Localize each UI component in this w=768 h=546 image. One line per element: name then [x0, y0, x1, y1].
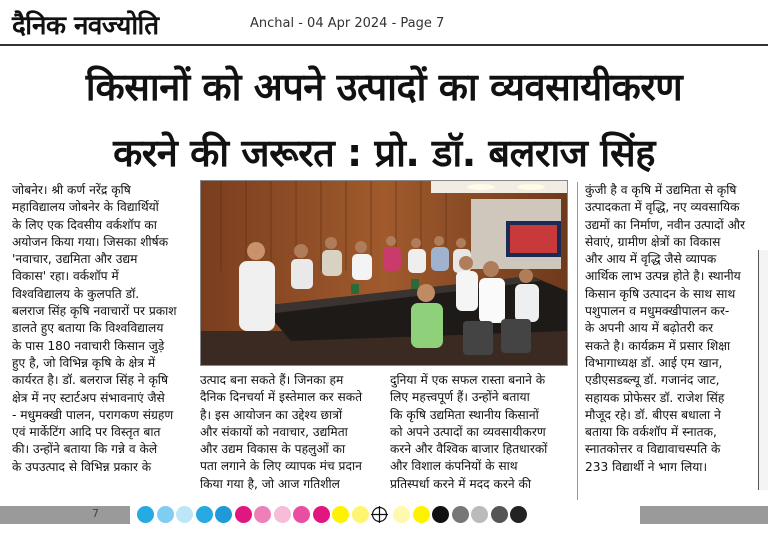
color-dot [332, 506, 349, 523]
col1-line: विश्वविद्यालय के कुलपति डॉ. [12, 286, 140, 301]
col4-line: सेवाएं, ग्रामीण क्षेत्रों का विकास [585, 234, 721, 249]
color-dot [352, 506, 369, 523]
col1-line: के उपउत्पाद से विभिन्न प्रकार के [12, 459, 152, 474]
col2-line: दैनिक दिनचर्या में इस्तेमाल कर सकते [200, 390, 363, 405]
col1-line: हुए है, जो विभिन्न कृषि के क्षेत्र में [12, 355, 156, 370]
color-dot [137, 506, 154, 523]
color-dot [196, 506, 213, 523]
col3-line: कि कृषि उद्यमिता स्थानीय किसानों [390, 407, 539, 422]
article-column-1 [12, 182, 190, 476]
col4-line: स्नातकोत्तर व विद्यावाचस्पति के [585, 442, 721, 457]
col4-line: कुंजी है व कृषि में उद्यमिता से कृषि [585, 183, 737, 197]
registration-mark-icon [371, 506, 388, 523]
masthead-divider [0, 44, 768, 46]
headline-line-1: किसानों को अपने उत्पादों का व्यवसायीकरण [85, 65, 683, 109]
col4-line: सकते है। कार्यक्रम में प्रसार शिक्षा [585, 338, 731, 353]
col3-line: को अपने उत्पादों का व्यवसायीकरण [390, 424, 546, 439]
col1-line: के लिए एक दिवसीय वर्कशॉप का [12, 217, 157, 232]
color-dot [235, 506, 252, 523]
col1-line: जोबनेर। श्री कर्ण नरेंद्र कृषि [12, 183, 131, 197]
col2-line: उत्पाद बना सकते हैं। जिनका हम [200, 373, 344, 387]
color-dot [413, 506, 430, 523]
col4-line: 233 विद्यार्थी ने भाग लिया। [585, 459, 708, 474]
page-number: 7 [92, 507, 99, 520]
headline-line-2: करने की जरूरत : प्रो. डॉ. बलराज सिंह [113, 131, 655, 175]
grey-strip-right [640, 506, 768, 524]
col4-line: मौजूद रहे। डॉ. बीएस बधाला ने [585, 407, 721, 422]
color-dot [510, 506, 527, 523]
col4-line: बताया कि वर्कशॉप में स्नातक, [585, 425, 717, 440]
col4-line: किसान कृषि उत्पादन के साथ साथ [585, 286, 736, 301]
col4-line: एडीएसडब्ल्यू डॉ. गजानंद जाट, [585, 373, 720, 388]
adjacent-article-edge [758, 250, 768, 490]
col1-line: क्षेत्र में नए स्टार्टअप संभावनाएं जैसे [12, 390, 165, 405]
color-dot [452, 506, 469, 523]
color-dot [254, 506, 271, 523]
workshop-photo [200, 180, 568, 366]
col2-line: पता लगाने के लिए व्यापक मंच प्रदान [200, 459, 362, 474]
col1-line: अयोजन किया गया। जिसका शीर्षक [12, 234, 169, 249]
grey-strip-left [0, 506, 130, 524]
col2-line: किया गया है, जो आज गतिशील [200, 476, 340, 491]
color-dot [157, 506, 174, 523]
col1-line: विकास' रहा। वर्कशॉप में [12, 269, 119, 284]
col3-line: प्रतिस्पर्धा करने में मदद करने की [390, 476, 531, 491]
color-dot [274, 506, 291, 523]
col1-line: कार्यरत है। डॉ. बलराज सिंह ने कृषि [12, 373, 169, 388]
col2-line: है। इस आयोजन का उद्देश्य छात्रों [200, 407, 343, 422]
col4-line: सहायक प्रोफेसर डॉ. राजेश सिंह [585, 390, 725, 405]
col4-line: पशुपालन व मधुमक्खीपालन कर- [585, 304, 730, 319]
article-column-3 [390, 372, 568, 493]
col1-line: 'नवाचार, उद्यमिता और उद्यम [12, 252, 138, 267]
color-dot [393, 506, 410, 523]
col4-line: आर्थिक लाभ उत्पन्न होते है। स्थानीय [585, 269, 741, 284]
color-dot [313, 506, 330, 523]
col4-line: उत्पादकता में वृद्धि, नए व्यवसायिक [585, 200, 740, 215]
col2-line: और उद्यम विकास के पहलुओं का [200, 442, 346, 457]
col4-line: विभागाध्यक्ष डॉ. आई एम खान, [585, 355, 723, 370]
col3-line: दुनिया में एक सफल रास्ता बनाने के [390, 373, 546, 387]
col1-line: एवं मार्केटिंग आदि पर विस्तृत बात [12, 425, 161, 440]
column-divider [577, 182, 578, 500]
edition-info: Anchal - 04 Apr 2024 - Page 7 [250, 16, 445, 31]
article-column-4 [585, 182, 755, 476]
col4-line: के अपनी आय में बढ़ोतरी कर [585, 321, 714, 336]
col3-line: करने और वैश्विक बाजार हितधारकों [390, 442, 548, 457]
color-dot [432, 506, 449, 523]
meeting-room-illustration [201, 181, 567, 365]
col1-line: डालते हुए बताया कि विश्वविद्यालय [12, 321, 164, 336]
col4-line: उद्यमों का निर्माण, नवीन उत्पादों और [585, 217, 745, 232]
col1-line: - मधुमक्खी पालन, परागकण संग्रहण [12, 407, 174, 422]
col1-line: बलराज सिंह कृषि नवाचारों पर प्रकाश [12, 304, 177, 319]
color-dot [293, 506, 310, 523]
color-dot [471, 506, 488, 523]
col1-line: महाविद्यालय जोबनेर के विद्यार्थियों [12, 200, 159, 215]
color-dot [491, 506, 508, 523]
article-column-2 [200, 372, 375, 493]
newspaper-masthead: दैनिक नवज्योति [12, 11, 159, 41]
col1-line: की। उन्होंने बताया कि गन्ने व केले [12, 442, 158, 457]
col3-line: लिए महत्त्वपूर्ण हैं। उन्होंने बताया [390, 390, 530, 405]
color-dot [215, 506, 232, 523]
col4-line: और आय में वृद्धि जैसे व्यापक [585, 252, 717, 267]
col1-line: के पास 180 नवाचारी किसान जुड़े [12, 338, 165, 353]
col2-line: और संकायों को नवाचार, उद्यमिता [200, 424, 348, 439]
color-dot [176, 506, 193, 523]
col3-line: और विशाल कंपनियों के साथ [390, 459, 518, 474]
